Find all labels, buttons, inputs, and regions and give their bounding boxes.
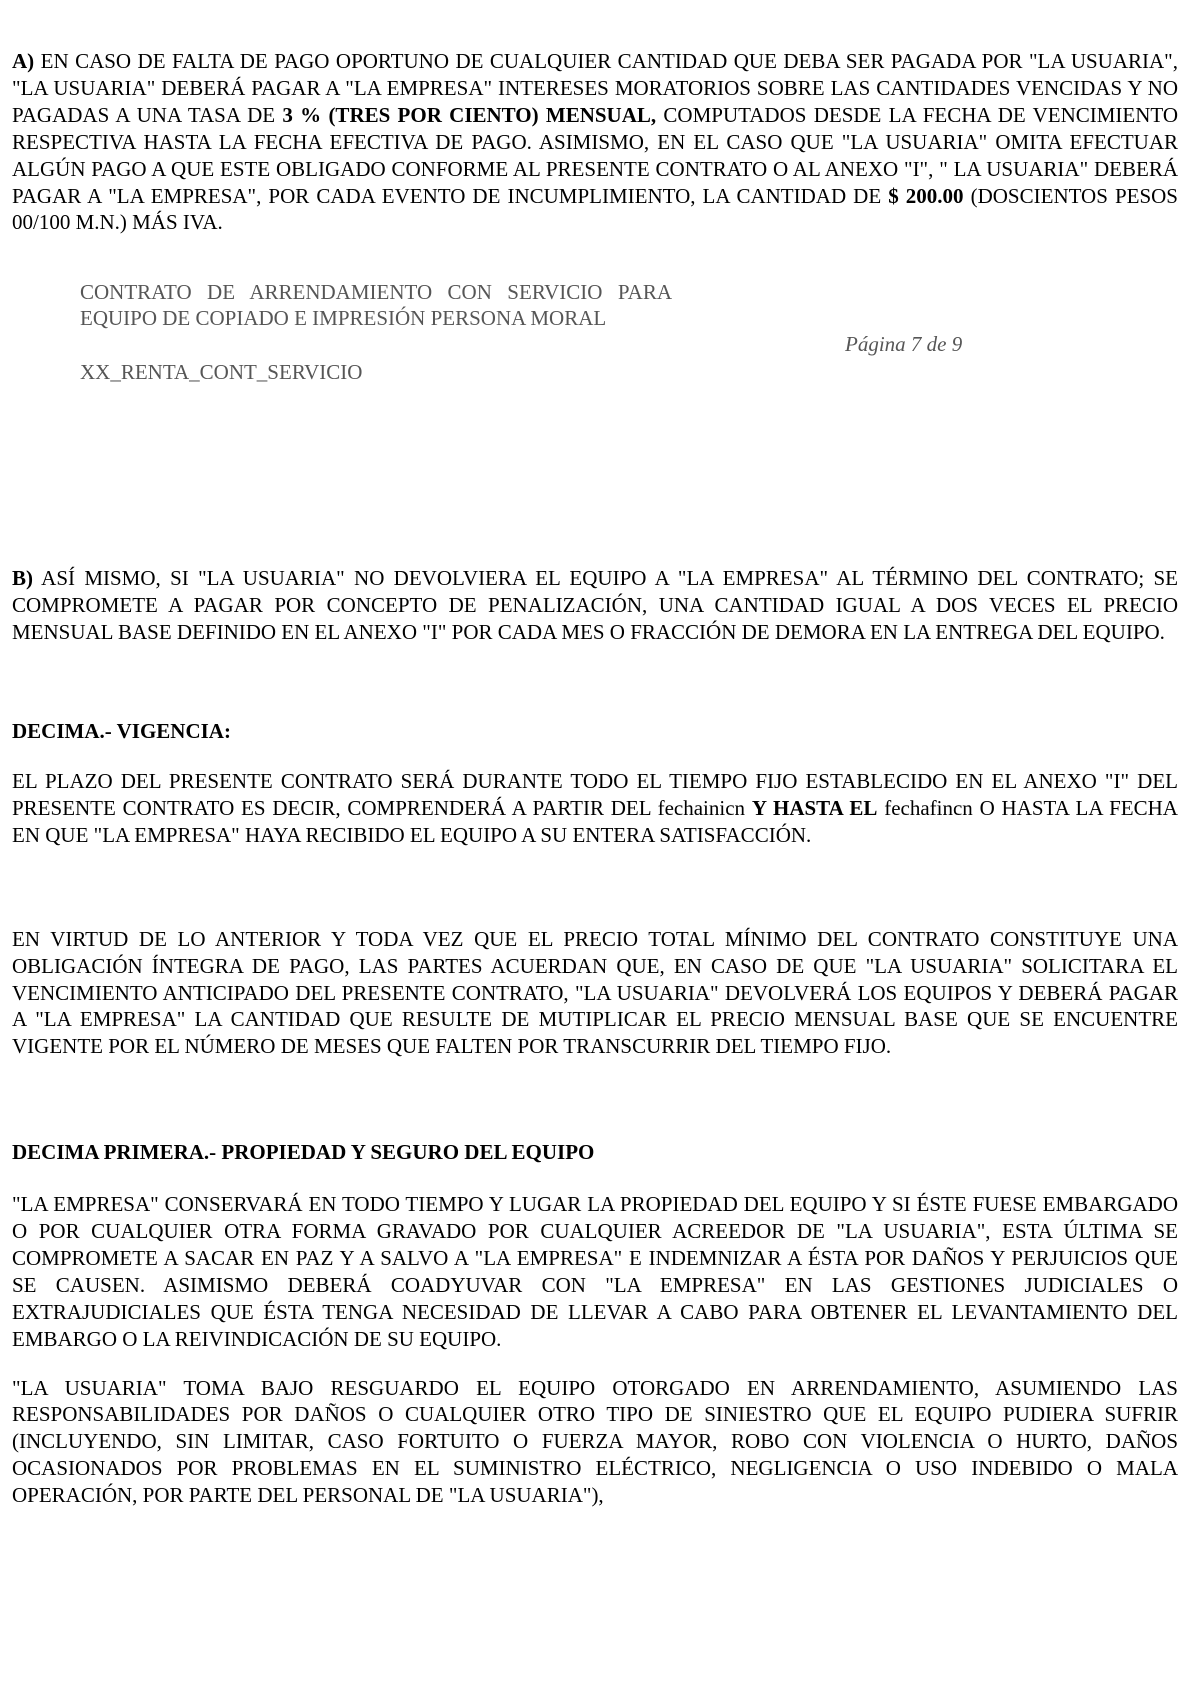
vigencia-paragraph-plazo <box>12 768 1178 849</box>
text-run: "LA EMPRESA" CONSERVARÁ EN TODO TIEMPO Y LUGAR LA PROPIEDAD DEL EQUIPO Y SI ÉSTE FUESE EMBARGADO O POR CUALQUIER OTRA FORMA GRAVADO POR CUALQUIER ACREEDOR DE "LA USUARIA", ESTA ÚLTIMA SE COMPROMETE A SACAR EN PAZ Y A SALVO A "LA EMPRESA" E INDEMNIZAR A ÉSTA POR DAÑOS Y PERJUICIOS QUE SE CAUSEN. ASIMISMO DEBERÁ COADYUVAR CON "LA EMPRESA" EN LAS GESTIONES JUDICIALES O EXTRAJUDICIALES QUE ÉSTA TENGA NECESIDAD DE LLEVAR A CABO PARA OBTENER EL LEVANTAMIENTO DEL EMBARGO O LA REIVINDICACIÓN DE SU EQUIPO. <box>12 1192 1178 1351</box>
propiedad-paragraph-empresa <box>12 1191 1178 1352</box>
heading-decima-vigencia: DECIMA.- VIGENCIA: <box>12 719 231 744</box>
text-run: EN VIRTUD DE LO ANTERIOR Y TODA VEZ QUE EL PRECIO TOTAL MÍNIMO DEL CONTRATO CONSTITUYE UNA OBLIGACIÓN ÍNTEGRA DE PAGO, LAS PARTES ACUERDAN QUE, EN CASO DE QUE "LA USUARIA" SOLICITARA EL VENCIMIENTO ANTICIPADO DEL PRESENTE CONTRATO, "LA USUARIA" DEVOLVERÁ LOS EQUIPOS Y DEBERÁ PAGAR A "LA EMPRESA" LA CANTIDAD QUE RESULTE DE MUTIPLICAR EL PRECIO MENSUAL BASE QUE SE ENCUENTRE VIGENTE POR EL NÚMERO DE MESES QUE FALTEN POR TRANSCURRIR DEL TIEMPO FIJO. <box>12 926 1178 1059</box>
bold-text-run: Y HASTA EL <box>751 795 878 820</box>
bold-text-run: $ 200.00 <box>888 183 964 208</box>
bold-text-run: 3 % (TRES POR CIENTO) MENSUAL, <box>282 102 657 127</box>
text-run: COMPUTADOS DESDE LA FECHA DE VENCIMIENTO RESPECTIVA HASTA LA FECHA EFECTIVA DE PAGO. ASIMISMO, EN EL CASO QUE "LA USUARIA" OMITA EFECTUAR ALGÚN PAGO A QUE ESTE OBLIGADO CONFORME AL PRESENTE CONTRATO O AL ANEXO "I", " LA USUARIA" DEBERÁ PAGAR A "LA EMPRESA", POR CADA EVENTO DE INCUMPLIMIENTO, LA CANTIDAD DE <box>12 102 1179 208</box>
clause-b-paragraph <box>12 565 1178 646</box>
text-run: EL PLAZO DEL PRESENTE CONTRATO SERÁ DURANTE TODO EL TIEMPO FIJO ESTABLECIDO EN EL ANEXO "I" DEL PRESENTE CONTRATO ES DECIR, COMPRENDERÁ A PARTIR DEL fechainicn <box>12 768 1178 820</box>
vigencia-paragraph-vencimiento-anticipado <box>12 926 1178 1061</box>
contract-title: CONTRATO DE ARRENDAMIENTO CON SERVICIO PARA EQUIPO DE COPIADO E IMPRESIÓN PERSONA MORAL <box>80 280 672 331</box>
document-header-block <box>12 279 1178 385</box>
propiedad-paragraph-usuaria-resguardo <box>12 1375 1178 1510</box>
text-run: (DOSCIENTOS PESOS 00/100 M.N.) MÁS IVA. <box>12 183 1178 235</box>
bold-text-run: A) <box>12 49 35 73</box>
text-run: fechafincn O HASTA LA FECHA EN QUE "LA EMPRESA" HAYA RECIBIDO EL EQUIPO A SU ENTERA SATISFACCIÓN. <box>12 795 1178 847</box>
bold-text-run: B) <box>12 566 33 591</box>
text-run: EN CASO DE FALTA DE PAGO OPORTUNO DE CUALQUIER CANTIDAD QUE DEBA SER PAGADA POR "LA USUARIA", "LA USUARIA" DEBERÁ PAGAR A "LA EMPRESA" INTERESES MORATORIOS SOBRE LAS CANTIDADES VENCIDAS Y NO PAGADAS A UNA TASA DE <box>12 49 1178 127</box>
document-code: XX_RENTA_CONT_SERVICIO <box>80 360 363 385</box>
clause-a-paragraph <box>12 48 1178 236</box>
text-run: "LA USUARIA" TOMA BAJO RESGUARDO EL EQUIPO OTORGADO EN ARRENDAMIENTO, ASUMIENDO LAS RESPONSABILIDADES POR DAÑOS O CUALQUIER OTRO TIPO DE SINIESTRO QUE EL EQUIPO PUDIERA SUFRIR (INCLUYENDO, SIN LIMITAR, CASO FORTUITO O FUERZA MAYOR, ROBO CON VIOLENCIA O HURTO, DAÑOS OCASIONADOS POR PROBLEMAS EN EL SUMINISTRO ELÉCTRICO, NEGLIGENCIA O USO INDEBIDO O MALA OPERACIÓN, POR PARTE DEL PERSONAL DE "LA USUARIA"), <box>12 1375 1178 1508</box>
page-number-label: Página 7 de 9 <box>845 332 963 357</box>
text-run: ASÍ MISMO, SI "LA USUARIA" NO DEVOLVIERA EL EQUIPO A "LA EMPRESA" AL TÉRMINO DEL CONTRATO; SE COMPROMETE A PAGAR POR CONCEPTO DE PENALIZACIÓN, UNA CANTIDAD IGUAL A DOS VECES EL PRECIO MENSUAL BASE DEFINIDO EN EL ANEXO "I" POR CADA MES O FRACCIÓN DE DEMORA EN LA ENTREGA DEL EQUIPO. <box>12 566 1178 645</box>
heading-decima-primera-propiedad: DECIMA PRIMERA.- PROPIEDAD Y SEGURO DEL EQUIPO <box>12 1140 595 1165</box>
